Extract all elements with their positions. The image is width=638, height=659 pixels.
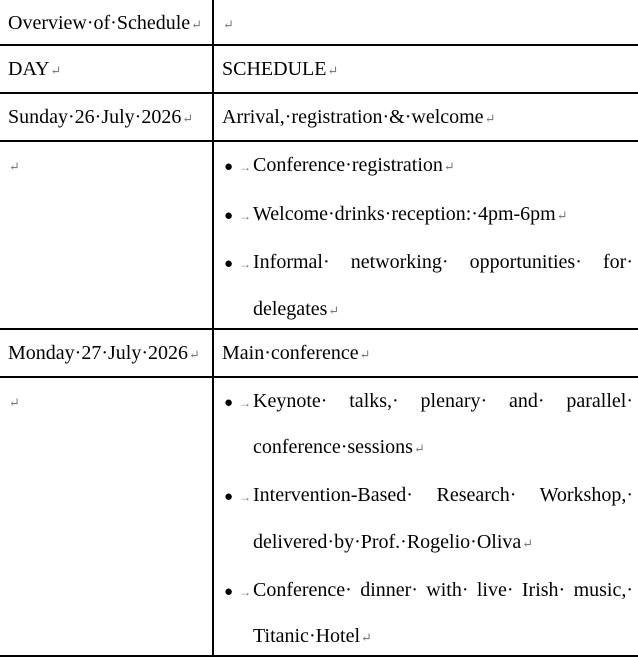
paragraph-mark: ↵ — [413, 441, 425, 457]
end-of-cell-mark: ↵ — [182, 111, 194, 126]
tab-mark: → — [239, 396, 252, 410]
cell-overview-empty[interactable] — [214, 0, 638, 44]
bullet-icon: ● — [224, 256, 234, 272]
bullet-icon: ● — [224, 489, 234, 506]
table-row-sunday — [0, 94, 638, 142]
list-item-text-line2 — [253, 613, 633, 655]
bullet-marker — [224, 472, 251, 520]
cell-text: Monday·27·July·2026 — [8, 342, 188, 364]
cell-sunday-details-list[interactable] — [214, 142, 638, 328]
end-of-cell-mark: ↵ — [9, 395, 20, 410]
table-row-monday-details — [0, 378, 638, 657]
list-item-text-line2 — [253, 286, 633, 329]
end-of-cell-mark: ↵ — [9, 159, 20, 174]
end-of-cell-mark: ↵ — [223, 17, 234, 32]
list-item-text-line1: Keynote· talks,· plenary· and· parallel· — [253, 390, 633, 412]
cell-text: conference·sessions — [253, 436, 413, 459]
list-item — [222, 472, 633, 566]
cell-sunday-date[interactable] — [0, 94, 214, 140]
bullet-marker — [224, 191, 251, 240]
cell-text: Arrival,·registration·&·welcome — [222, 106, 484, 128]
list-item-text: Welcome·drinks·reception:·4pm-6pm — [253, 202, 556, 225]
cell-text: DAY — [8, 58, 50, 80]
cell-text: Sunday·26·July·2026 — [8, 106, 182, 128]
list-item — [222, 567, 633, 655]
cell-sunday-details-empty[interactable] — [0, 142, 214, 328]
cell-text: Main·conference — [222, 342, 359, 364]
cell-monday-date[interactable] — [0, 330, 214, 376]
end-of-cell-mark: ↵ — [188, 347, 200, 362]
cell-overview-title[interactable] — [0, 0, 214, 44]
paragraph-mark: ↵ — [556, 207, 568, 223]
tab-mark: → — [239, 490, 252, 505]
bullet-icon: ● — [224, 207, 234, 224]
bullet-marker — [224, 142, 251, 191]
tab-mark: → — [239, 160, 252, 174]
list-item — [222, 378, 633, 472]
table-row-overview — [0, 0, 638, 46]
cell-sunday-summary[interactable] — [214, 94, 638, 140]
paragraph-mark: ↵ — [522, 535, 534, 551]
cell-monday-details-list[interactable] — [214, 378, 638, 655]
list-item — [222, 142, 633, 191]
table-row-header — [0, 46, 638, 94]
list-item-text-line1: Informal· networking· opportunities· for· — [253, 251, 633, 273]
bullet-icon: ● — [224, 159, 234, 175]
cell-text: Titanic·Hotel — [253, 625, 361, 648]
tab-mark: → — [239, 208, 252, 223]
cell-schedule-header[interactable] — [214, 46, 638, 92]
end-of-cell-mark: ↵ — [50, 63, 62, 78]
bullet-icon: ● — [224, 395, 234, 411]
bullet-marker — [224, 378, 251, 426]
bullet-marker — [224, 239, 251, 288]
table-row-sunday-details — [0, 142, 638, 330]
paragraph-mark: ↵ — [443, 159, 455, 174]
end-of-cell-mark: ↵ — [191, 17, 203, 32]
cell-text: SCHEDULE — [222, 58, 327, 80]
cell-day-header[interactable] — [0, 46, 214, 92]
cell-text: delivered·by·Prof.·Rogelio·Oliva — [253, 530, 522, 553]
tab-mark: → — [239, 257, 252, 271]
cell-monday-summary[interactable] — [214, 330, 638, 376]
bullet-marker — [224, 567, 251, 615]
paragraph-mark: ↵ — [361, 630, 372, 646]
bullet-icon: ● — [224, 583, 234, 600]
paragraph-mark: ↵ — [328, 302, 340, 318]
cell-monday-details-empty[interactable] — [0, 378, 214, 655]
tab-mark: → — [239, 584, 252, 599]
cell-text: delegates — [253, 297, 328, 320]
list-item-text-line1: Conference· dinner· with· live· Irish· music,· — [253, 578, 633, 601]
list-item-text-line1: Intervention-Based· Research· Workshop,· — [253, 484, 633, 507]
end-of-cell-mark: ↵ — [484, 111, 496, 126]
list-item — [222, 239, 633, 328]
list-item-text-line2 — [253, 519, 633, 567]
list-item-text: Conference·registration — [253, 154, 443, 176]
end-of-cell-mark: ↵ — [327, 63, 339, 78]
list-item-text-line2 — [253, 424, 633, 472]
list-item — [222, 191, 633, 240]
cell-text: Overview·of·Schedule — [8, 12, 191, 34]
end-of-cell-mark: ↵ — [359, 347, 371, 362]
table-row-monday — [0, 330, 638, 378]
